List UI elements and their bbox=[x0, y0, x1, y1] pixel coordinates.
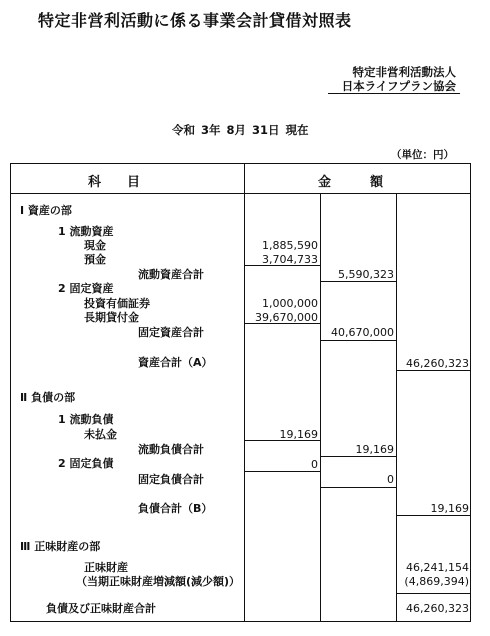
header-subject: 科 目 bbox=[88, 175, 141, 190]
rule-total-assets bbox=[396, 370, 471, 371]
loans-label: 長期貸付金 bbox=[84, 311, 139, 324]
amount-column-divider-1 bbox=[320, 193, 321, 622]
rule-total-liabilities bbox=[396, 515, 471, 516]
current-liabilities-heading: 1 流動負債 bbox=[58, 413, 114, 426]
cash-value: 1,885,590 bbox=[262, 239, 318, 252]
organization-name: 日本ライフプラン協会 bbox=[341, 79, 456, 93]
total-liabilities-label: 負債合計（B） bbox=[138, 502, 213, 515]
total-assets-value: 46,260,323 bbox=[406, 357, 469, 370]
net-assets-change-value: (4,869,394) bbox=[404, 575, 469, 588]
amount-column-divider-2 bbox=[396, 193, 397, 622]
fixed-liabilities-heading: 2 固定負債 bbox=[58, 457, 114, 470]
assets-heading: Ⅰ 資産の部 bbox=[20, 204, 72, 217]
current-assets-total-label: 流動資産合計 bbox=[138, 268, 204, 281]
net-assets-value: 46,241,154 bbox=[406, 561, 469, 574]
deposits-label: 預金 bbox=[84, 253, 106, 266]
total-liabilities-value: 19,169 bbox=[430, 502, 469, 515]
fixed-assets-heading: 2 固定資産 bbox=[58, 282, 114, 295]
cash-label: 現金 bbox=[84, 239, 106, 252]
header-divider bbox=[10, 193, 471, 194]
current-assets-heading: 1 流動資産 bbox=[58, 225, 114, 238]
deposits-value: 3,704,733 bbox=[262, 253, 318, 266]
rule-current-assets-total bbox=[320, 281, 396, 282]
rule-fixed-assets-total bbox=[320, 340, 396, 341]
fixed-liabilities-value: 0 bbox=[311, 458, 318, 471]
total-assets-label: 資産合計（A） bbox=[138, 356, 213, 369]
grand-total-label: 負債及び正味財産合計 bbox=[46, 602, 156, 615]
grand-total-value: 46,260,323 bbox=[406, 602, 469, 615]
fixed-liabilities-total-label: 固定負債合計 bbox=[138, 473, 204, 486]
rule-net-assets bbox=[396, 593, 471, 594]
net-assets-heading: Ⅲ 正味財産の部 bbox=[20, 540, 101, 553]
loans-value: 39,670,000 bbox=[255, 311, 318, 324]
accrued-label: 未払金 bbox=[84, 428, 117, 441]
rule-current-liabilities-total bbox=[320, 456, 396, 457]
current-liabilities-total-label: 流動負債合計 bbox=[138, 443, 204, 456]
page-title: 特定非営利活動に係る事業会計貸借対照表 bbox=[38, 11, 352, 30]
current-assets-total-value: 5,590,323 bbox=[338, 268, 394, 281]
fixed-assets-total-label: 固定資産合計 bbox=[138, 326, 204, 339]
subject-amount-divider bbox=[244, 163, 245, 622]
current-liabilities-total-value: 19,169 bbox=[355, 443, 394, 456]
net-assets-label: 正味財産 bbox=[84, 561, 128, 574]
unit-label: （単位：円） bbox=[391, 149, 454, 161]
securities-label: 投資有価証券 bbox=[84, 297, 150, 310]
organization-underline bbox=[328, 93, 460, 94]
liabilities-heading: Ⅱ 負債の部 bbox=[20, 391, 76, 404]
organization-type: 特定非営利活動法人 bbox=[352, 65, 456, 79]
securities-value: 1,000,000 bbox=[262, 297, 318, 310]
rule-fixed-liabilities-total bbox=[320, 487, 396, 488]
report-date: 令和 3年 8月 31日 現在 bbox=[172, 123, 309, 137]
fixed-liabilities-total-value: 0 bbox=[387, 473, 394, 486]
accrued-value: 19,169 bbox=[279, 428, 318, 441]
net-assets-change-label: （当期正味財産増減額(減少額)） bbox=[76, 575, 241, 588]
fixed-assets-total-value: 40,670,000 bbox=[331, 326, 394, 339]
rule-fixed-liabilities bbox=[244, 471, 320, 472]
header-amount: 金 額 bbox=[318, 175, 384, 190]
